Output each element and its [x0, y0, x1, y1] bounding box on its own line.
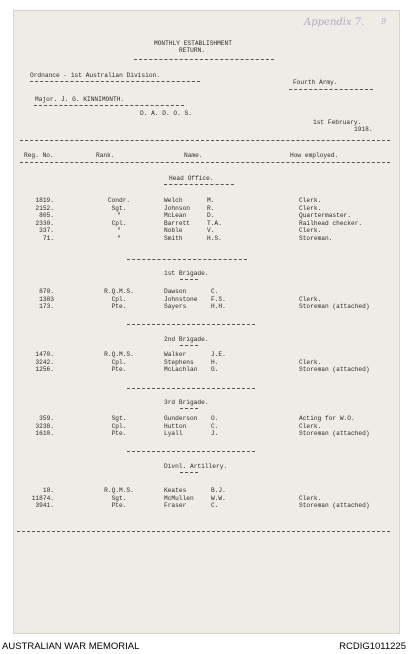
rank: ": [117, 227, 121, 235]
rank: Pte.: [111, 303, 127, 311]
section-title-underline: [180, 279, 198, 280]
employment: Clerk.: [299, 358, 322, 366]
surname: Johnstone: [164, 295, 198, 303]
initials: R.: [207, 204, 215, 212]
employed-column: [299, 415, 370, 438]
date-line-1: 1st February.: [313, 119, 362, 126]
doc-subtitle: RETURN.: [179, 47, 205, 54]
section-title-underline: [180, 408, 198, 409]
col-employed-header: How employed.: [290, 152, 339, 159]
surname: Welch: [164, 197, 183, 204]
initials: F.S.: [211, 295, 226, 303]
reg-no: 3242.: [35, 358, 54, 366]
col-reg-header: Reg. No.: [24, 152, 54, 159]
initials-column: [207, 197, 222, 243]
section-divider: [127, 388, 255, 389]
section-title: Head Office.: [169, 175, 214, 182]
army-line: Fourth Army.: [293, 79, 338, 86]
employment: Clerk.: [299, 204, 322, 212]
initials: D.: [207, 212, 215, 220]
rank: Sgt.: [111, 415, 127, 422]
reg-no: 359.: [39, 415, 54, 422]
section-title: 3rd Brigade.: [164, 399, 209, 406]
employed-column: [299, 351, 370, 374]
surname: Smith: [164, 234, 183, 242]
surname: Gunderson: [164, 415, 198, 422]
rank: R.Q.M.S.: [104, 351, 134, 358]
rank-column: [94, 415, 144, 438]
reg-column: [24, 415, 54, 438]
rank: Pte.: [111, 430, 127, 438]
surname: Sayers: [164, 303, 187, 311]
section-divider: [127, 451, 255, 452]
col-rank-header: Rank.: [96, 152, 115, 159]
reg-no: 805.: [39, 212, 54, 220]
employment: [299, 351, 370, 359]
reg-no: 1383: [39, 295, 54, 303]
officer-underline: [34, 105, 184, 106]
surname: McLean: [164, 212, 187, 220]
employment: Storeman.: [299, 234, 333, 242]
rank: Cpl.: [111, 422, 127, 430]
title-underline: [134, 59, 274, 60]
doc-title: MONTHLY ESTABLISHMENT: [154, 40, 232, 47]
rank: R.Q.M.S.: [104, 288, 134, 295]
unit-line: Ordnance - 1st Australian Division.: [30, 72, 160, 79]
reg-column: [24, 288, 54, 311]
rank: Cpl.: [111, 358, 127, 366]
initials: J.: [211, 430, 219, 438]
rank-column: [94, 197, 144, 243]
employment: Railhead checker.: [299, 219, 363, 227]
surname: Noble: [164, 227, 183, 235]
employment: Clerk.: [299, 197, 322, 204]
reg-no: 71.: [42, 234, 54, 242]
reg-no: 173.: [39, 303, 54, 311]
employment: Storeman (attached): [299, 430, 370, 438]
reg-column: [24, 197, 54, 243]
surname-column: [164, 197, 190, 243]
rank: Sgt.: [111, 494, 127, 502]
date-line-2: 1918.: [354, 126, 373, 133]
rank: Pte.: [111, 502, 127, 510]
initials: T.A.: [207, 219, 222, 227]
reg-no: 3238.: [35, 422, 54, 430]
surname: Walker: [164, 351, 187, 358]
document-page: [13, 10, 400, 634]
initials: C.: [211, 422, 219, 430]
reg-no: 3941.: [35, 502, 54, 510]
initials: O.: [211, 415, 219, 422]
employment: Storeman (attached): [299, 502, 370, 510]
initials: H.: [211, 358, 219, 366]
surname: Stephens: [164, 358, 194, 366]
employment: Clerk.: [299, 494, 322, 502]
employment: Quartermaster.: [299, 212, 351, 220]
initials: M.: [207, 197, 215, 204]
rank-column: [94, 288, 144, 311]
reg-no: 1256.: [35, 366, 54, 374]
initials: G.: [211, 366, 219, 374]
surname: Dawson: [164, 288, 187, 295]
reg-no: 2152.: [35, 204, 54, 212]
surname-column: [164, 288, 197, 311]
rank-column: [94, 351, 144, 374]
initials: H.S.: [207, 234, 222, 242]
surname-column: [164, 487, 194, 510]
post-line: D. A. D. O. S.: [140, 110, 192, 117]
surname-column: [164, 351, 197, 374]
employment: Storeman (attached): [299, 303, 370, 311]
army-underline: [289, 89, 373, 90]
surname: Keates: [164, 487, 187, 494]
rank: Cpl.: [111, 219, 127, 227]
employment: [299, 487, 370, 495]
surname: Lyall: [164, 430, 183, 438]
surname-column: [164, 415, 197, 438]
section-divider: [127, 259, 247, 260]
initials: H.H.: [211, 303, 226, 311]
rank: Cpl.: [111, 295, 127, 303]
employment: [299, 288, 370, 296]
reg-no: 2330.: [35, 219, 54, 227]
archive-credit: AUSTRALIAN WAR MEMORIAL: [2, 641, 140, 652]
reg-no: 1610.: [35, 430, 54, 438]
initials: W.W.: [211, 494, 226, 502]
section-title-underline: [180, 472, 198, 473]
section-title-underline: [180, 345, 198, 346]
archive-id: RCDIG1011225: [339, 641, 406, 652]
surname: Hutton: [164, 422, 187, 430]
unit-underline: [30, 81, 200, 82]
section-title-underline: [164, 184, 234, 185]
initials: C.: [211, 502, 219, 510]
initials: B.J.: [211, 487, 226, 494]
reg-no: 18.: [42, 487, 54, 494]
initials-column: [211, 288, 226, 311]
col-name-header: Name.: [184, 152, 203, 159]
rank: R.Q.M.S.: [104, 487, 134, 494]
initials: J.E.: [211, 351, 226, 358]
columns-rule: [20, 162, 390, 163]
rank: Sgt.: [111, 204, 127, 212]
employment: Clerk.: [299, 295, 322, 303]
employment: Storeman (attached): [299, 366, 370, 374]
section-title: 2nd Brigade.: [164, 336, 209, 343]
reg-no: 11874.: [31, 494, 54, 502]
officer-line: Major. J. G. KINNIMONTH.: [35, 96, 125, 103]
reg-no: 1819.: [35, 197, 54, 204]
initials-column: [211, 487, 226, 510]
appendix-annotation: Appendix 7.: [304, 17, 365, 28]
initials: V.: [207, 227, 215, 235]
surname: Barrett: [164, 219, 190, 227]
reg-no: 1470.: [35, 351, 54, 358]
employment: Clerk.: [299, 227, 322, 235]
employed-column: [299, 197, 362, 243]
reg-no: 870.: [39, 288, 54, 295]
surname: Johnson: [164, 204, 190, 212]
rank: ": [117, 212, 121, 220]
rank: Pte.: [111, 366, 127, 374]
section-title: Divnl. Artillery.: [164, 463, 228, 470]
initials-column: [211, 415, 218, 438]
reg-column: [24, 487, 54, 510]
initials: C.: [211, 288, 219, 295]
rank: Condr.: [107, 197, 131, 204]
surname: McMullen: [164, 494, 194, 502]
employment: Clerk.: [299, 422, 322, 430]
header-rule: [20, 140, 390, 141]
rank-column: [94, 487, 144, 510]
reg-column: [24, 351, 54, 374]
surname: Fraser: [164, 502, 187, 510]
employed-column: [299, 288, 370, 311]
reg-no: 337.: [39, 227, 54, 235]
section-title: 1st Brigade.: [164, 270, 209, 277]
surname: McLachlan: [164, 366, 198, 374]
section-divider: [127, 324, 255, 325]
employed-column: [299, 487, 370, 510]
initials-column: [211, 351, 226, 374]
footer-rule: [17, 531, 390, 532]
page-number-annotation: 9: [381, 17, 387, 26]
employment: Acting for W.O.: [299, 415, 355, 422]
rank: ": [117, 234, 121, 242]
